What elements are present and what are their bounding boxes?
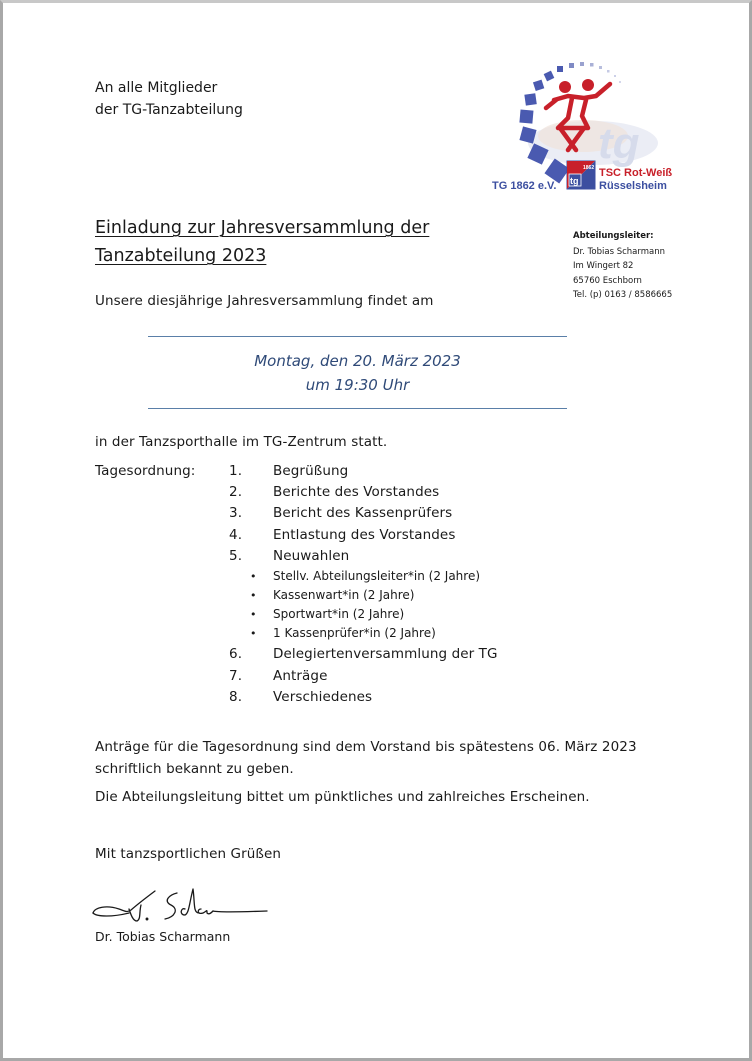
bullet-icon: • (250, 570, 257, 583)
event-date: Montag, den 20. März 2023 (254, 352, 461, 370)
agenda-number: 8. (229, 689, 243, 705)
agenda-item: Neuwahlen (273, 548, 350, 564)
contact-street: Im Wingert 82 (573, 261, 634, 271)
agenda-subitem: Stellv. Abteilungsleiter*in (2 Jahre) (273, 569, 481, 583)
agenda-item: Bericht des Kassenprüfers (273, 505, 453, 521)
agenda-subitem: Sportwart*in (2 Jahre) (273, 607, 405, 621)
deadline-line-2: schriftlich bekannt zu geben. (95, 761, 294, 777)
contact-heading: Abteilungsleiter: (573, 231, 654, 241)
logo-badge-letters: tg (570, 176, 579, 186)
agenda-item: Entlastung des Vorstandes (273, 527, 456, 543)
agenda-number: 4. (229, 527, 243, 543)
agenda-subitem: Kassenwart*in (2 Jahre) (273, 588, 415, 602)
recipient-line-1: An alle Mitglieder (95, 80, 218, 96)
deadline-line-1: Anträge für die Tagesordnung sind dem Vorstand bis spätestens 06. März 2023 (95, 739, 637, 755)
agenda-item: Berichte des Vorstandes (273, 484, 440, 500)
logo-org-right-1: TSC Rot-Weiß (599, 167, 673, 179)
agenda-item: Begrüßung (273, 463, 349, 479)
signature-name: Dr. Tobias Scharmann (95, 929, 231, 944)
club-logo (488, 58, 688, 198)
logo-org-left: TG 1862 e.V. (492, 180, 557, 192)
signature-graphic (89, 883, 279, 925)
intro-text: Unsere diesjährige Jahresversammlung findet am (95, 293, 434, 309)
appeal-text: Die Abteilungsleitung bittet um pünktliches und zahlreiches Erscheinen. (95, 789, 590, 805)
bullet-icon: • (250, 627, 257, 640)
place-text: in der Tanzsporthalle im TG-Zentrum statt. (95, 434, 388, 450)
bullet-icon: • (250, 608, 257, 621)
deadline-text (95, 736, 637, 780)
bullet-icon: • (250, 589, 257, 602)
title-line-2: Tanzabteilung 2023 (95, 246, 267, 266)
agenda-item: Anträge (273, 668, 328, 684)
letter-title (95, 214, 429, 270)
agenda-label: Tagesordnung: (95, 463, 196, 479)
title-line-1: Einladung zur Jahresversammlung der (95, 218, 430, 238)
club-logo-graphic (488, 58, 688, 198)
contact-block (573, 229, 672, 303)
divider-top (148, 336, 567, 337)
agenda-number: 2. (229, 484, 243, 500)
event-datetime (148, 349, 567, 397)
handwritten-signature (89, 883, 279, 925)
contact-city: 65760 Eschborn (573, 275, 642, 286)
logo-badge-year: 1862 (583, 165, 595, 171)
agenda-item: Verschiedenes (273, 689, 373, 705)
agenda-number: 5. (229, 548, 243, 564)
divider-bottom (148, 408, 567, 409)
recipient-line-2: der TG-Tanzabteilung (95, 102, 243, 118)
agenda-number: 1. (229, 463, 243, 479)
event-time: um 19:30 Uhr (305, 376, 410, 394)
svg-text:tg: tg (598, 119, 640, 168)
agenda-number: 6. (229, 646, 243, 662)
agenda-number: 7. (229, 668, 243, 684)
agenda-number: 3. (229, 505, 243, 521)
contact-phone: Tel. (p) 0163 / 8586665 (573, 290, 673, 300)
logo-org-right-2: Rüsselsheim (599, 180, 667, 192)
agenda-item: Delegiertenversammlung der TG (273, 646, 498, 662)
contact-name: Dr. Tobias Scharmann (573, 246, 665, 257)
agenda-subitem: 1 Kassenprüfer*in (2 Jahre) (273, 626, 436, 640)
recipient-block (95, 77, 243, 121)
closing-text: Mit tanzsportlichen Grüßen (95, 846, 282, 862)
